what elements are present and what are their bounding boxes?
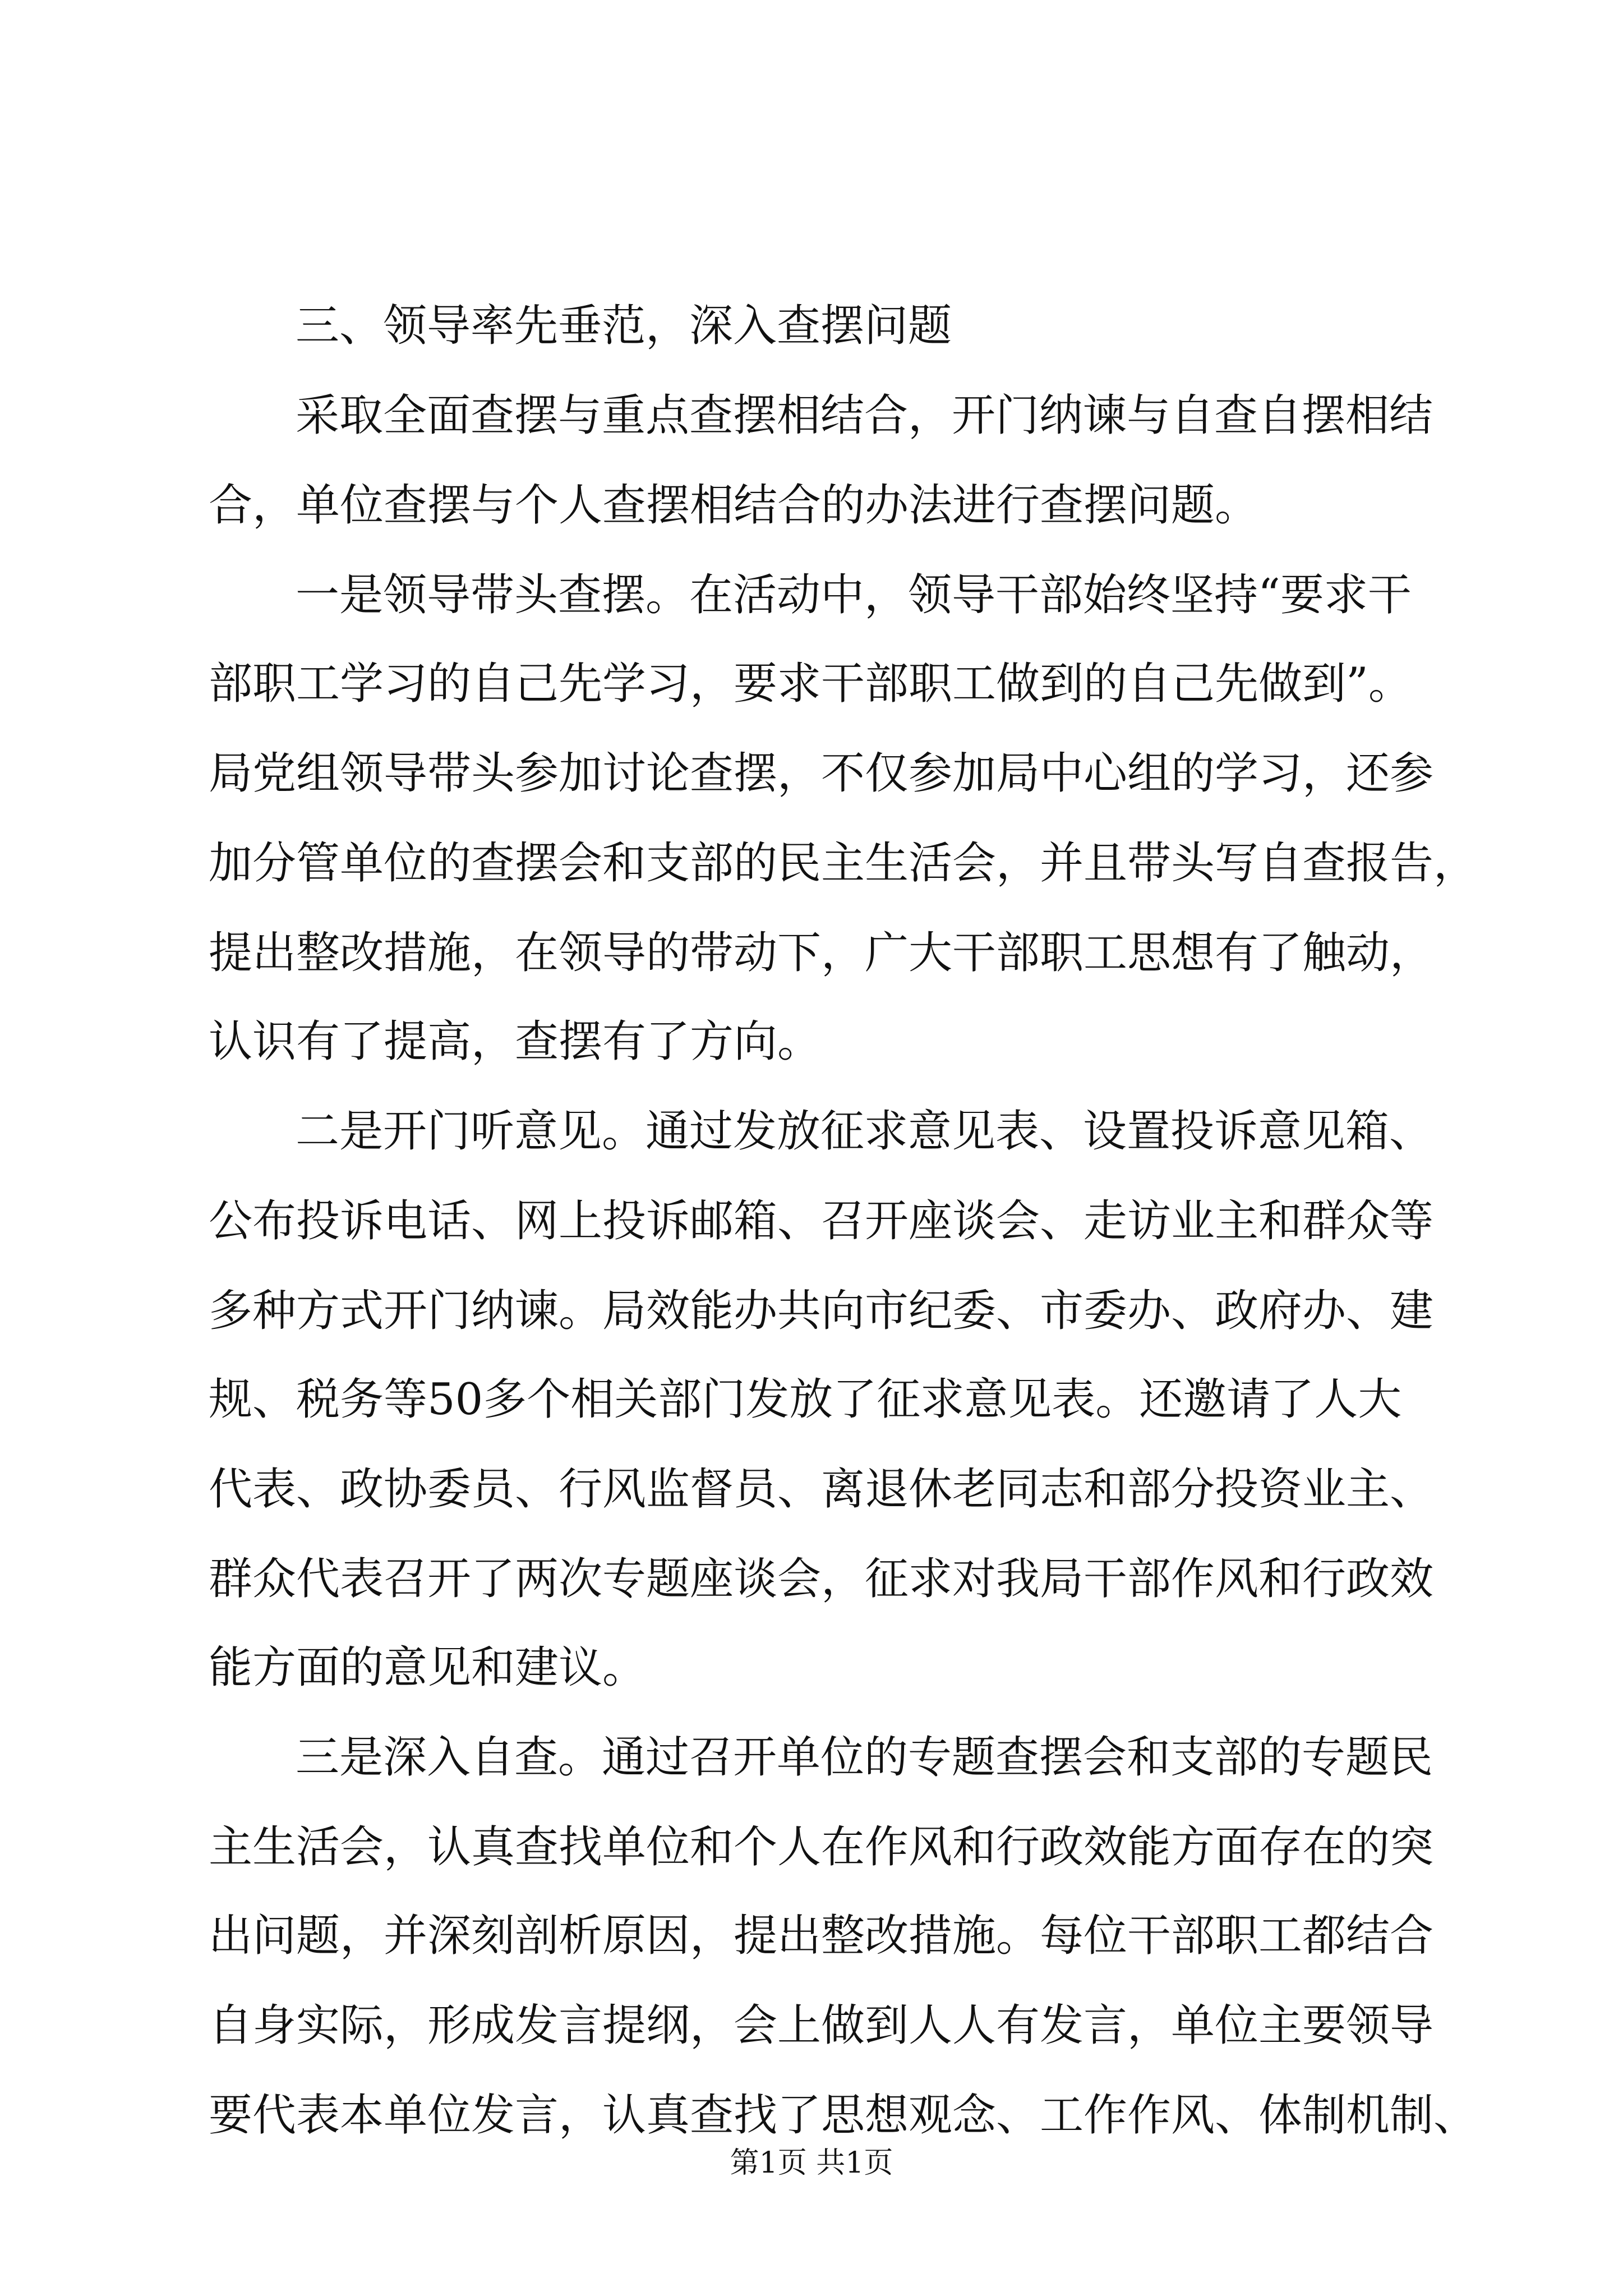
paragraph-line: 能方面的意见和建议。: [209, 1642, 647, 1693]
paragraph-line: 要代表本单位发言，认真查找了思想观念、工作作风、体制机制、: [209, 2090, 1478, 2141]
paragraph-line: 自身实际，形成发言提纲，会上做到人人有发言，单位主要领导: [209, 2000, 1434, 2051]
paragraph-line: 主生活会，认真查找单位和个人在作风和行政效能方面存在的突: [209, 1822, 1434, 1872]
paragraph-line: 部职工学习的自己先学习，要求干部职工做到的自己先做到”。: [209, 659, 1412, 709]
paragraph-line: 局党组领导带头参加讨论查摆，不仅参加局中心组的学习，还参: [209, 748, 1434, 799]
page-footer: 第1页 共1页: [730, 2146, 893, 2180]
paragraph-line: 认识有了提高，查摆有了方向。: [209, 1016, 822, 1067]
paragraph-line: 采取全面查摆与重点查摆相结合，开门纳谏与自查自摆相结: [296, 390, 1433, 441]
section-heading: 三、领导率先垂范，深入查摆问题: [296, 301, 952, 351]
paragraph-line: 二是开门听意见。通过发放征求意见表、设置投诉意见箱、: [296, 1106, 1433, 1157]
paragraph-line: 群众代表召开了两次专题座谈会，征求对我局干部作风和行政效: [209, 1554, 1434, 1604]
paragraph-line: 三是深入自查。通过召开单位的专题查摆会和支部的专题民: [296, 1732, 1433, 1783]
paragraph-line: 加分管单位的查摆会和支部的民主生活会，并且带头写自查报告，: [209, 838, 1478, 889]
paragraph-line: 规、税务等50多个相关部门发放了征求意见表。还邀请了人大: [209, 1374, 1402, 1425]
paragraph-line: 多种方式开门纳谏。局效能办共向市纪委、市委办、政府办、建: [209, 1286, 1434, 1336]
paragraph-line: 一是领导带头查摆。在活动中，领导干部始终坚持“要求干: [296, 570, 1412, 620]
paragraph-line: 合，单位查摆与个人查摆相结合的办法进行查摆问题。: [209, 480, 1259, 531]
paragraph-line: 出问题，并深刻剖析原因，提出整改措施。每位干部职工都结合: [209, 1911, 1434, 1961]
paragraph-line: 提出整改措施，在领导的带动下，广大干部职工思想有了触动，: [209, 928, 1434, 978]
paragraph-line: 代表、政协委员、行风监督员、离退休老同志和部分投资业主、: [209, 1464, 1434, 1515]
paragraph-line: 公布投诉电话、网上投诉邮箱、召开座谈会、走访业主和群众等: [209, 1196, 1434, 1246]
